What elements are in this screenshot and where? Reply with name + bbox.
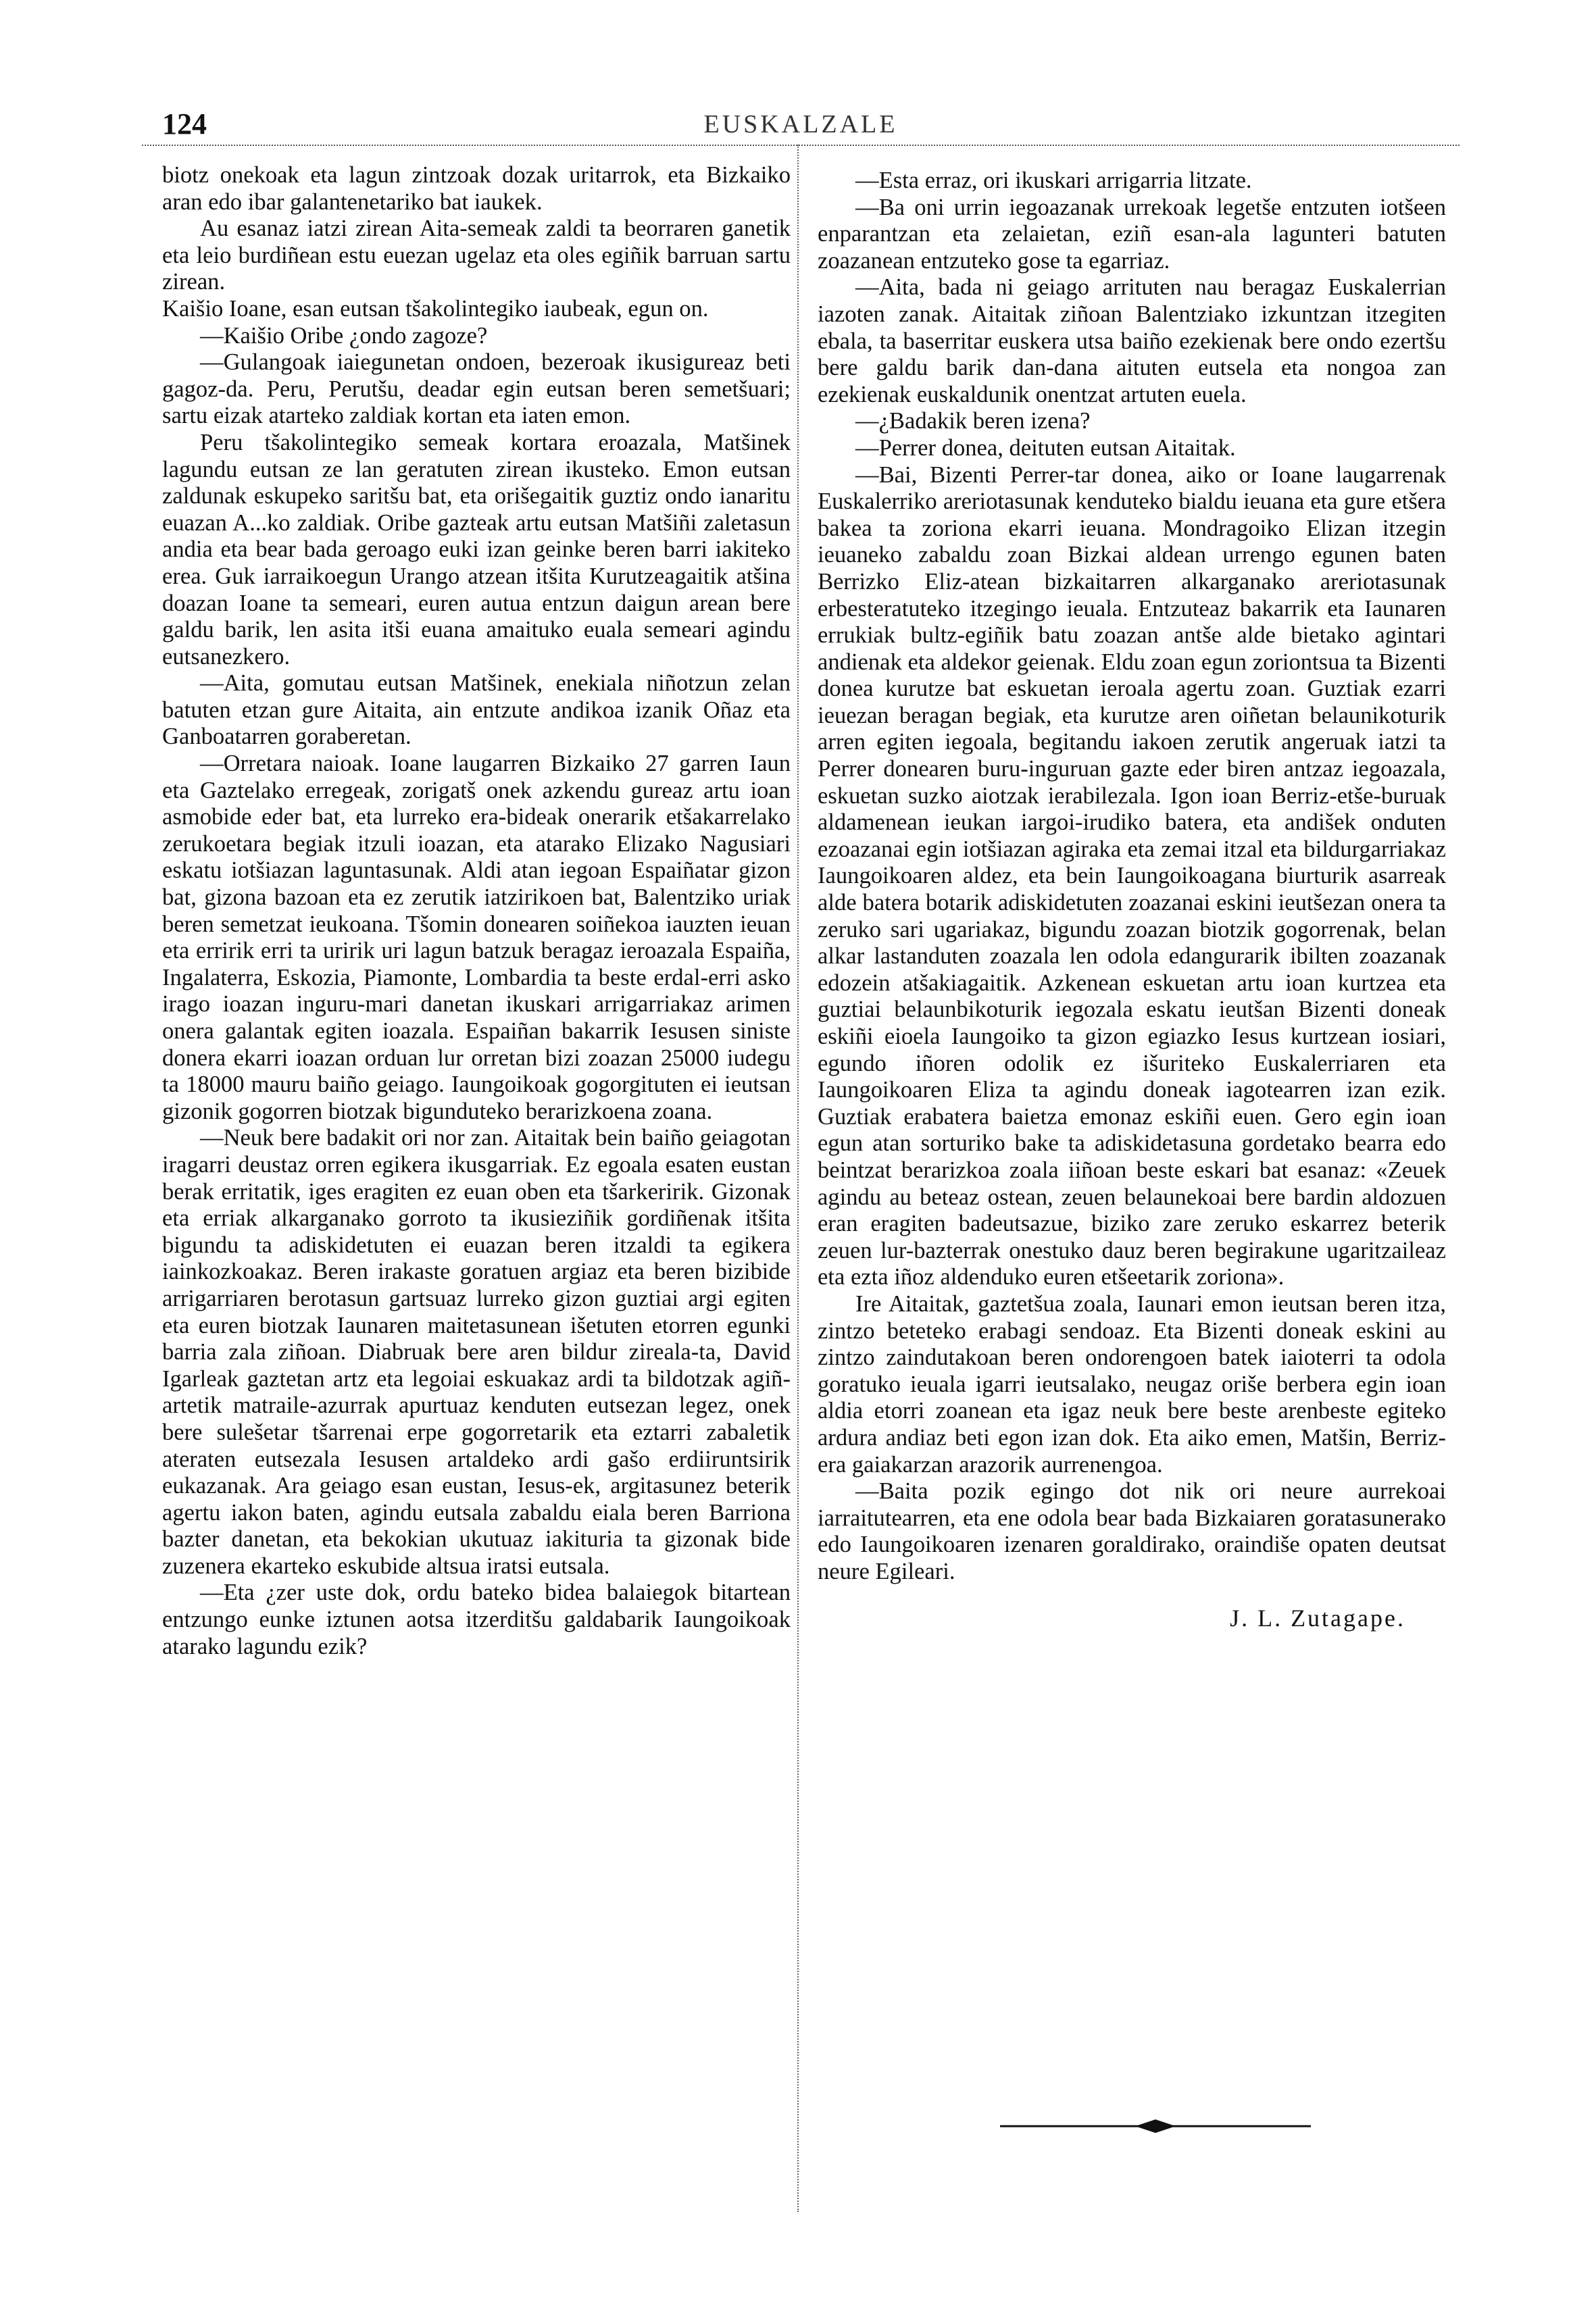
page-number: 124 [162, 107, 207, 141]
paragraph: —Perrer donea, deituten eutsan Aitaitak. [855, 434, 1236, 461]
paragraph: —Kaišio Oribe ¿ondo zagoze? [200, 322, 488, 349]
paragraph: Au esanaz iatzi zirean Aita-semeak zaldi ta beorraren ganetik eta leio burdiñean estu euezan ugelaz eta oles egiñik barruan sartu zirean. [162, 216, 791, 295]
paragraph: Peru tšakolintegiko semeak kortara eroazala, Matšinek lagundu eutsan ze lan geratuten zirean ikusteko. Emon eutsan zaldunak eskupeko saritšu bat, eta orišegaitik guztiz ondo ianaritu euazan A...ko zaldiak. Oribe gazteak artu eutsan Matšiñi zaletasun andia eta bear bada geroago euki izan geinke beren barri iakiteko erea. Guk iarraikoegun Urango atzean itšita Kurutzeagaitik atšina doazan Ioane ta semeari, euren autua entzun daigun arean bere galdu barik, len asita itši euana amaituko euala semeari agindu eutsanezkero. [162, 429, 791, 670]
paragraph: —Orretara naioak. Ioane laugarren Bizkaiko 27 garren Iaun eta Gaztelako erregeak, zorigatš onek azkendu gureaz artu ioan asmobide eder bat, eta lurreko era-bideak onerarik etšakarrelako zerukoetara begiak itzuli ioazan, eta atarako Elizako Nagusiari eskatu iotšiazan laguntasunak. Aldi atan iegoan Espaiñatar gizon bat, gizona bazoan eta ez zerutik iatzirikoen bat, Balentziko uriak beren semetzat ieukoana. Tšomin donearen soiñekoa iauzten ieuan eta erririk erri ta uririk uri lagun batzuk beragaz ieroazala Espaiña, Ingalaterra, Eskozia, Piamonte, Lombardia ta beste erdal-erri asko irago ioazan inguru-mari danetan ikuskari arrigarriakaz arimen onera galantak egiten ioazala. Espaiñan bakarrik Iesusen siniste donera ekarri ioazan orduan lur orretan bizi zoazan 25000 iudegu ta 18000 mauru baiño geiago. Iaungoikoak gogorgituten ei ieutsan gizonik gogorren biotzak bigundutekо berarizkoena zoana. [162, 751, 791, 1124]
paragraph: —Eta ¿zer uste dok, ordu bateko bidea balaiegok bitartean entzungo eunke iztunen aotsa itzerditšu galdabarik Iaungoikoak atarako lagundu ezik? [162, 1580, 791, 1659]
paragraph: —Gulangoak iaiegunetan ondoen, bezeroak ikusigureaz beti gagoz-da. Peru, Perutšu, deadar egin eutsan beren semetšuari; sartu eizak atarteko zaldiak kortan eta iaten emon. [162, 349, 791, 429]
paragraph: —¿Badakik beren izena? [855, 408, 1091, 434]
paragraph: —Ba oni urrin iegoazanak urrekoak legetše entzuten iotšeen enparantzan eta zelaietan, eziñ esan-ala lagunteri batuten zoazanean entzuteko gose ta egarriaz. [818, 194, 1446, 274]
paragraph: —Aita, gomutau eutsan Matšinek, enekiala niñotzun zelan batuten etzan gure Aitaita, ain entzute andikoa izanik Oñaz eta Ganboatarren goraberetan. [162, 670, 791, 750]
page-header [142, 100, 1460, 141]
paragraph: —Aita, bada ni geiago arrituten nau beragaz Euskalerrian iazoten zanak. Aitaitak ziñoan Balentziako izkuntzan itzegiten ebala, ta baserritar euskera utsa baiño ezekienak bere ondo ezertšu bere galdu barik dan-dana aituten eutsela eta nongoa zan ezekienak euskaldunik onentzat artuten euela. [818, 274, 1446, 407]
paragraph: biotz onekoak eta lagun zintzoak dozak uritarrok, eta Bizkaiko aran edo ibar galantenetariko bat iaukek. [162, 162, 791, 215]
right-column [818, 168, 1446, 1632]
paragraph: Ire Aitaitak, gaztetšua zoala, Iaunari emon ieutsan beren itza, zintzo beteteko erabagi sendoaz. Eta Bizenti doneak eskini au zintzo zaindutakoan beren ondorengoen batek iaioterri ta odola goratuko ieuala igarri ieutsalako, neugaz oriše berbera egin ioan aldia etorri zoanean eta igaz neuk bere beste arenbeste egiteko ardura andiaz beti egon izan dok. Eta aiko emen, Matšin, Berriz-era gaiakarzan arazorik aurrenengoa. [818, 1290, 1446, 1478]
paragraph: —Bai, Bizenti Perrer-tar donea, aiko or Ioane laugarrenak Euskalerriko areriotasunak kenduteko bialdu ieuana eta gure etšera bakea ta zoriona ekarri ieuana. Mondragoiko Elizan itzegin ieuaneko zabaldu zoan Bizkai aldean urrengo egunen baten Berrizko Eliz-atean bizkaitarren alkarganako areriotasunak erbesteratuteko itzegingo ieuala. Entzuteaz bakarrik eta Iaunaren errukiak bultz-egiñik batu zoazan antše alde bietako agintari andienak eta aldekor geienak. Eldu zoan egun zoriontsua ta Bizenti donea kurutze bat eskuetan ieroala agertu zoan. Guztiak ezarri ieuezan beragan begiak, eta kurutze aren oiñetan belaunikoturik arren egiten iegoala, begitandu iakoen zerutik angeruak iatzi ta Perrer donearen buru-inguruan gazte eder biren antzaz iegoazala, eskuetan suzko aiotzak ierabilezala. Igon ioan Berriz-etše-buruak aldamenean ieukan iargoi-irudiko batera, eta andišek onduten ezoazanai egin iotšiazan agiraka eta zemai itzal eta bildurgarriakaz Iaungoikoaren aldez, eta bein Iaungoikoagana biurturik asarreak alde batera botarik adiskidetuten zoazanai eskini ieutšezan onera ta zeruko sari ugariakaz, bigundu zoazan biotzik gogorrenak, belan alkar lastanduten zoazala len odola edangurarik ibilten zoazanak edozein atšakiagaitik. Azkenean eskuetan artu ioan kurtzea eta guztiai belaunbikoturik iegozala eskatu ieutšan Bizenti doneak eskiñi eioela Iaungoiko ta gizon egiazko Iesus kurtzean iosiari, egundo iñoren odolik ez išuriteko Euskalerriaren eta Iaungoikoaren Eliza ta agindu doneak iagotearren izan ezik. Guztiak erabatera baietza emonaz eskiñi euen. Gero egin ioan egun atan sorturiko bake ta adiskidetasuna gordetako bearra edo beintzat berarizkoa zoala iiñoan beste eskari bat esanaz: «Zeuek agindu au beteaz ostean, zeuen belaunekoai bere bardin aldozuen eran eragiten badeutsazue, biziko zare zeruko eskarrez beterik zeuen lur-bazterrak onestuko dauz beren begirakune ugaritzaileaz eta ezta iñoz aldenduko euren etšeetarik zoriona». [818, 461, 1446, 1290]
running-title: EUSKALZALE [703, 110, 898, 139]
column-divider [797, 145, 799, 2212]
paragraph: —Baita pozik egingo dot nik ori neure aurrekoai iarraitutearren, eta ene odola bear bada Bizkaiaren goratasunerako edo Iaungoikoaren izenaren goraldirako, oraindiše opaten deutsat neure Egileari. [818, 1478, 1446, 1584]
header-rule [142, 145, 1460, 146]
paragraph: —Esta erraz, ori ikuskari arrigarria litzate. [855, 168, 1252, 193]
paragraph: —Neuk bere badakit ori nor zan. Aitaitak bein baiño geiagotan iragarri deustaz orren egikera ikusgarriak. Ez egoala esaten eustan berak erritatik, iges eragiten ez euan oben eta tšarkeririk. Gizonak eta erriak alkarganako gorroto ta ikusieziñik gordiñenak itšita bigundu ta adiskidetuten ei euazan beren itzaldi ta egikera iainkozkoakaz. Beren irakaste goratuen argiaz eta beren bizibide arrigarriaren berotasun gartsuaz lurreko gizon guztiai argi egiten eta euren biotzak Iaunaren maitetasunean išetuten etorren egunki barria zala ziñoan. Diabruak bere aren bildur zireala-ta, David Igarleak gaztetan artz eta legoiai eskuakaz ardi ta bildotzak agiñ-artetik matraile-azurrak apurtuaz kenduten eutsezan legez, onek bere sulešetar tšarrenai erpe gogorretarik eta eztarri zabaletik ateraten eutsezala Iesusen artaldeko ardi gašo erdiiruntsirik eukazanak. Ara geiago esan eustan, Iesus-ek, argitasunez beterik agertu iakon baten, agindu eutsala zabaldu eiala beren Barriona bazter danetan, eta bekokian ukutuaz iakituria ta gizonak bide zuzenera ekarteko eskubide altsua iratsi eutsala. [162, 1125, 791, 1579]
paragraph: Kaišio Ioane, esan eutsan tšakolintegiko iaubeak, egun on. [162, 295, 709, 322]
author-signature: J. L. Zutagape. [1230, 1605, 1405, 1632]
ornament-divider-icon [1000, 2116, 1311, 2136]
left-column [162, 162, 791, 1660]
